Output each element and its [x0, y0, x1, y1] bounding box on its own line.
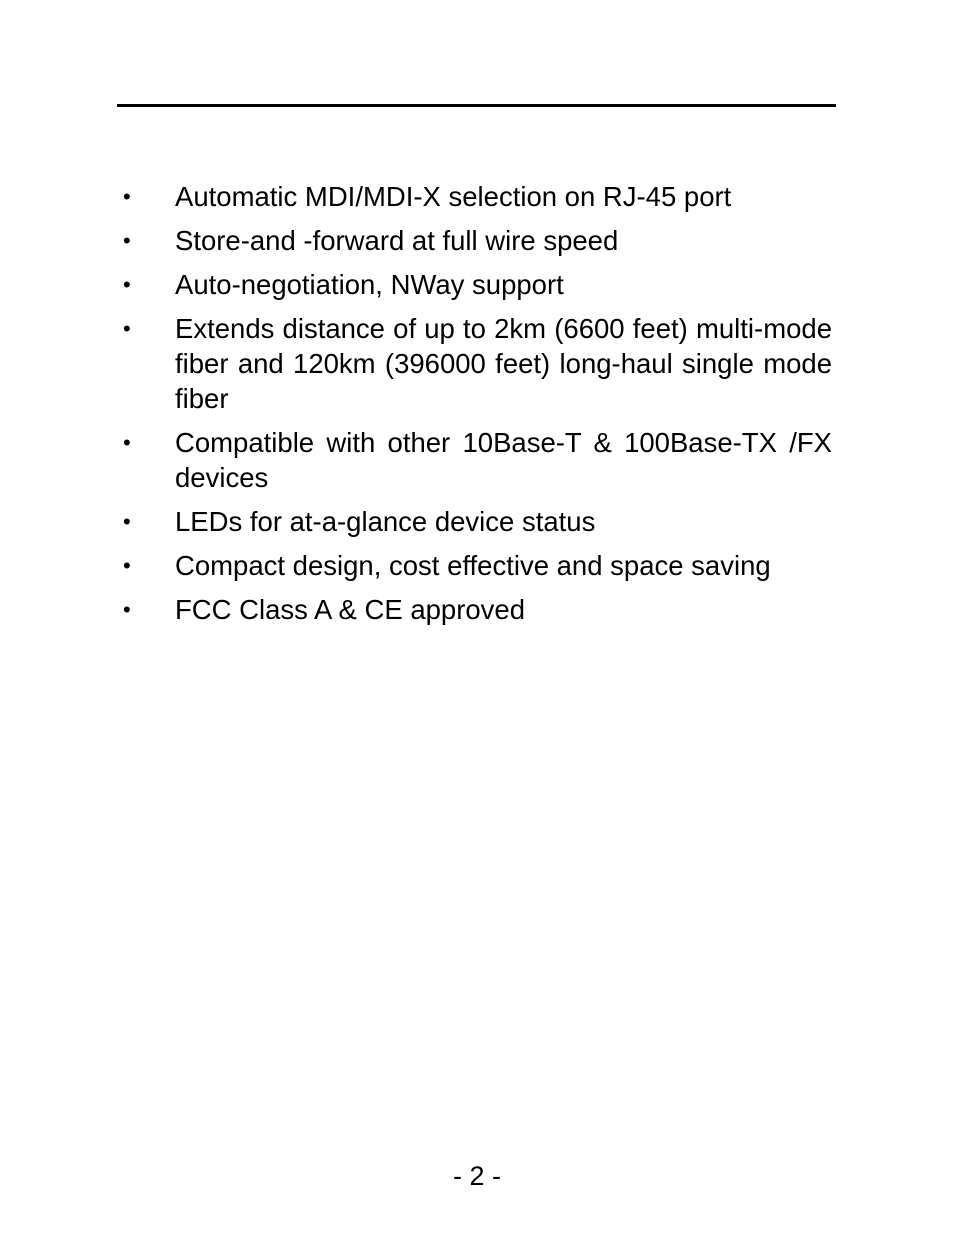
bullet-icon: • [123, 509, 131, 534]
list-item [117, 548, 832, 583]
feature-text: FCC Class A & CE approved [175, 594, 526, 625]
list-item [117, 223, 832, 258]
list-item [117, 311, 832, 416]
header-rule [117, 104, 836, 107]
bullet-icon: • [123, 553, 131, 578]
list-item [117, 425, 832, 495]
bullet-icon: • [123, 430, 131, 455]
feature-text: Compact design, cost effective and space saving [175, 550, 771, 581]
bullet-icon: • [123, 228, 131, 253]
bullet-icon: • [123, 597, 131, 622]
list-item [117, 267, 832, 302]
bullet-icon: • [123, 316, 131, 341]
feature-text: Compatible with other 10Base-T & 100Base-TX /FX devices [175, 427, 832, 493]
list-item [117, 504, 832, 539]
feature-text: LEDs for at-a-glance device status [175, 506, 596, 537]
bullet-icon: • [123, 272, 131, 297]
feature-text: Extends distance of up to 2km (6600 feet) multi-mode fiber and 120km (396000 feet) long-haul single mode fiber [175, 313, 832, 414]
feature-list [117, 179, 832, 636]
bullet-icon: • [123, 184, 131, 209]
list-item [117, 179, 832, 214]
list-item [117, 592, 832, 627]
feature-text: Store-and -forward at full wire speed [175, 225, 619, 256]
feature-text: Auto-negotiation, NWay support [175, 269, 564, 300]
feature-text: Automatic MDI/MDI-X selection on RJ-45 port [175, 181, 732, 212]
page-number: - 2 - [452, 1161, 501, 1191]
